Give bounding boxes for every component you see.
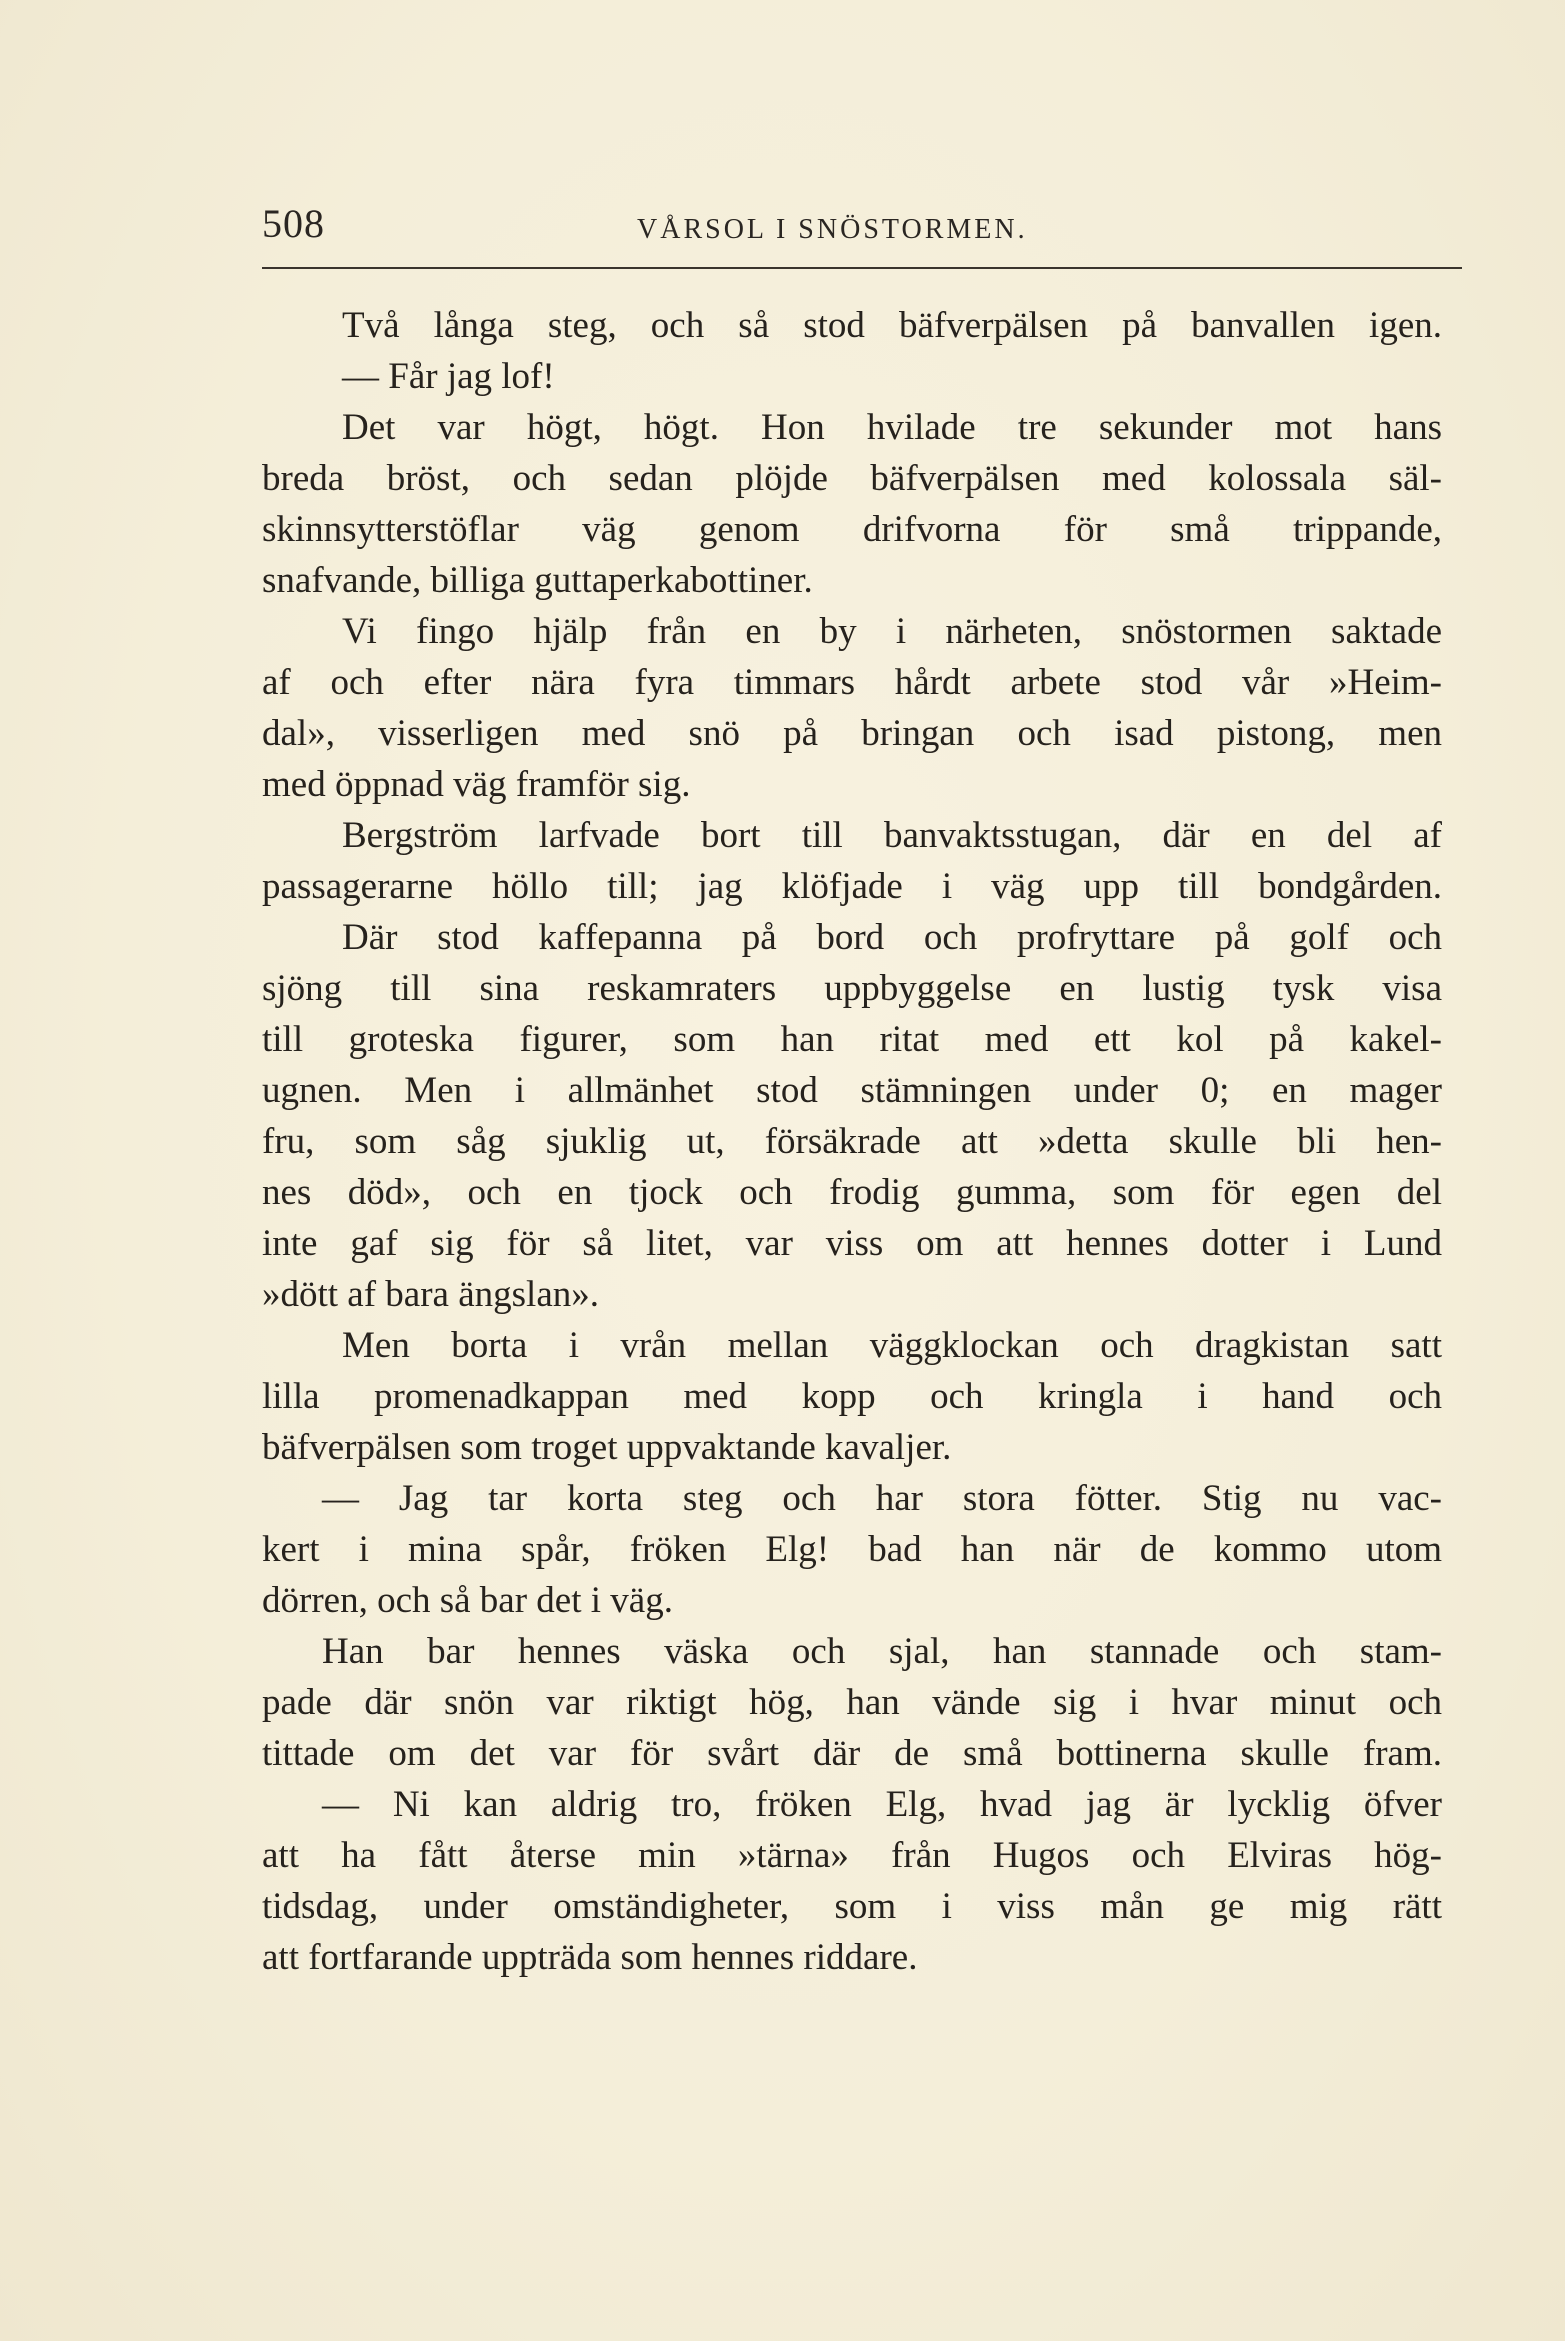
text-line: att ha fått återse min »tärna» från Hugos och Elviras hög- — [262, 1835, 1442, 1876]
page-header — [262, 200, 1462, 260]
text-line: Det var högt, högt. Hon hvilade tre sekunder mot hans — [342, 407, 1442, 448]
text-line: nes död», och en tjock och frodig gumma, som för egen del — [262, 1172, 1442, 1213]
text-line: passagerarne höllo till; jag klöfjade i väg upp till bondgården. — [262, 866, 1442, 907]
text-line: inte gaf sig för så litet, var viss om att hennes dotter i Lund — [262, 1223, 1442, 1264]
text-line: snafvande, billiga guttaperkabottiner. — [262, 560, 813, 601]
text-line: Vi fingo hjälp från en by i närheten, snöstormen saktade — [342, 611, 1442, 652]
text-line: — Jag tar korta steg och har stora fötter. Stig nu vac- — [322, 1478, 1442, 1519]
text-line: Men borta i vrån mellan väggklockan och dragkistan satt — [342, 1325, 1442, 1366]
text-line: ugnen. Men i allmänhet stod stämningen under 0; en mager — [262, 1070, 1442, 1111]
text-line: att fortfarande uppträda som hennes riddare. — [262, 1937, 918, 1978]
text-line: dörren, och så bar det i väg. — [262, 1580, 673, 1621]
running-title: VÅRSOL I SNÖSTORMEN. — [637, 214, 1028, 245]
header-rule — [262, 267, 1462, 269]
text-line: — Får jag lof! — [342, 356, 555, 397]
body-text — [262, 300, 1442, 1983]
text-line: Två långa steg, och så stod bäfverpälsen på banvallen igen. — [342, 305, 1442, 346]
text-line: bäfverpälsen som troget uppvaktande kavaljer. — [262, 1427, 952, 1468]
text-line: Där stod kaffepanna på bord och profryttare på golf och — [342, 917, 1442, 958]
text-line: fru, som såg sjuklig ut, försäkrade att »detta skulle bli hen- — [262, 1121, 1442, 1162]
text-line: tidsdag, under omständigheter, som i viss mån ge mig rätt — [262, 1886, 1442, 1927]
text-line: af och efter nära fyra timmars hårdt arbete stod vår »Heim- — [262, 662, 1442, 703]
text-line: — Ni kan aldrig tro, fröken Elg, hvad jag är lycklig öfver — [322, 1784, 1442, 1825]
text-line: breda bröst, och sedan plöjde bäfverpälsen med kolossala säl- — [262, 458, 1442, 499]
text-line: tittade om det var för svårt där de små bottinerna skulle fram. — [262, 1733, 1442, 1774]
text-line: Han bar hennes väska och sjal, han stannade och stam- — [322, 1631, 1442, 1672]
text-line: kert i mina spår, fröken Elg! bad han när de kommo utom — [262, 1529, 1442, 1570]
text-line: »dött af bara ängslan». — [262, 1274, 599, 1315]
text-line: lilla promenadkappan med kopp och kringla i hand och — [262, 1376, 1442, 1417]
text-line: sjöng till sina reskamraters uppbyggelse en lustig tysk visa — [262, 968, 1442, 1009]
page-number: 508 — [262, 201, 325, 246]
text-line: skinnsytterstöflar väg genom drifvorna för små trippande, — [262, 509, 1442, 550]
text-line: Bergström larfvade bort till banvaktsstugan, där en del af — [342, 815, 1442, 856]
text-line: med öppnad väg framför sig. — [262, 764, 691, 805]
text-line: dal», visserligen med snö på bringan och isad pistong, men — [262, 713, 1442, 754]
text-line: pade där snön var riktigt hög, han vände sig i hvar minut och — [262, 1682, 1442, 1723]
text-line: till groteska figurer, som han ritat med ett kol på kakel- — [262, 1019, 1442, 1060]
